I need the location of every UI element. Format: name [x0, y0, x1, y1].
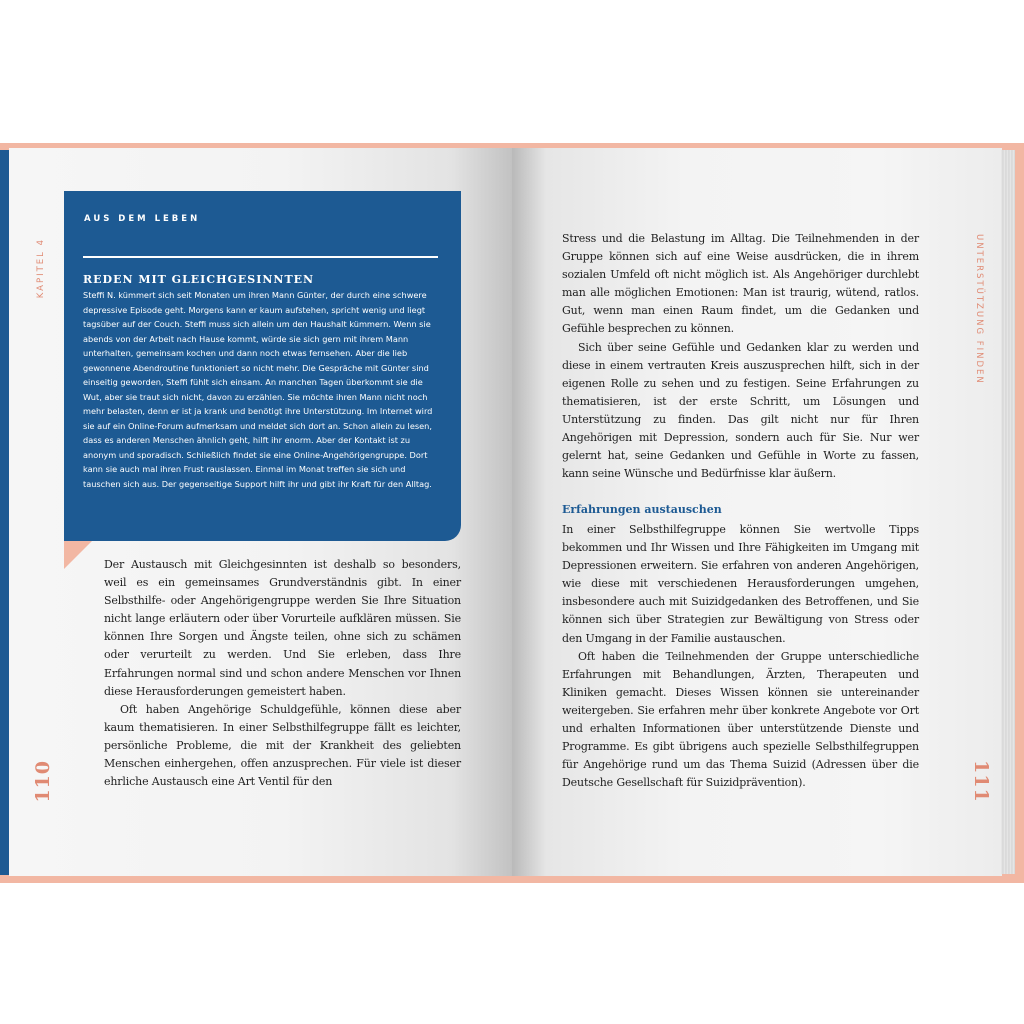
subheading: Erfahrungen austauschen: [562, 503, 722, 516]
paragraph: Der Austausch mit Gleichgesinnten ist deshalb so besonders, weil es ein gemeinsames Grundverständnis gibt. In einer Selbsthilfe- oder Angehörigengruppe werden Sie Ihre Situation nicht lange erläutern oder über Vorurteile aufklären müssen. Sie können Ihre Sorgen und Ängste teilen, ohne sich zu schämen oder verurteilt zu werden. Und Sie erleben, dass Ihre Erfahrungen normal sind und schon andere Menschen vor Ihnen diese Herausforderungen gemeistert haben.: [104, 558, 461, 698]
page-number-right: 111: [970, 760, 992, 803]
book-spine-strip: [0, 150, 9, 875]
info-box-kicker: AUS DEM LEBEN: [84, 214, 201, 224]
page-number-left: 110: [32, 760, 54, 803]
section-label: UNTERSTÜTZUNG FINDEN: [974, 234, 984, 385]
info-box-divider: [83, 256, 438, 258]
left-body-text: [104, 556, 461, 791]
info-box-corner-fold: [64, 541, 92, 569]
paragraph: In einer Selbsthilfegruppe können Sie wertvolle Tipps bekommen und Ihr Wissen und Ihre Fähigkeiten im Umgang mit Depressionen erweitern. Sie erfahren von anderen Angehörigen, wie diese mit verschiedenen Herausforderungen umgehen, insbesondere auch mit Suizidgedanken des Betroffenen, und Sie können sich über Strategien zur Bewältigung von Stress oder den Umgang in der Familie austauschen.: [562, 523, 919, 645]
page-edges: [1001, 150, 1015, 874]
paragraph: Sich über seine Gefühle und Gedanken klar zu werden und diese in einem vertrauten Kreis auszusprechen hilft, sich in der eigenen Rolle zu sehen und zu festigen. Seine Erfahrungen zu thematisieren, ist der erste Schritt, um Lösungen und Unterstützung zu finden. Das gilt nicht nur für Ihren Angehörigen mit Depression, sondern auch für Sie. Nur wer gelernt hat, seine Gedanken und Gefühle in Worte zu fassen, kann seine Wünsche und Bedürfnisse klar äußern.: [562, 340, 919, 481]
paragraph: Stress und die Belastung im Alltag. Die Teilnehmenden in der Gruppe können sich auf eine Weise ausdrücken, die in ihrem sozialen Umfeld oft nicht möglich ist. Als Angehöriger durchlebt man alle möglichen Emotionen: Man ist traurig, wütend, ratlos. Gut, wenn man einen Raum findet, um die Gedanken und Gefühle besprechen zu können.: [562, 232, 919, 336]
right-body-text-bottom: [562, 521, 919, 792]
info-box: [64, 191, 461, 541]
info-box-text: Steffi N. kümmert sich seit Monaten um ihren Mann Günter, der durch eine schwere depressive Episode geht. Morgens kann er kaum aufstehen, spricht wenig und liegt tagsüber auf der Couch. Steffi muss sich allein um den Haushalt kümmern. Wenn sie abends von der Arbeit nach Hause kommt, würde sie sich gern mit ihrem Mann unterhalten, gemeinsam kochen und dann noch etwas fernsehen. Aber die lieb gewonnene Abendroutine funktioniert so nicht mehr. Die Gespräche mit Günter sind einseitig geworden, Steffi fühlt sich einsam. An manchen Tagen überkommt sie die Wut, aber sie traut sich nicht, davon zu erzählen. Sie möchte ihren Mann nicht noch mehr belasten, denn er ist ja krank und benötigt ihre Unterstützung. Im Internet wird sie auf ein Online-Forum aufmerksam und meldet sich dort an. Schon allein zu lesen, dass es anderen Menschen ähnlich geht, hilft ihr enorm. Aber der Kontakt ist zu anonym und sporadisch. Schließlich findet sie eine Online-Angehörigengruppe. Dort kann sie auch mal ihren Frust rauslassen. Einmal im Monat treffen sie sich und tauschen sich aus. Der gegenseitige Support hilft ihr und gibt ihr Kraft für den Alltag.: [83, 290, 433, 489]
paragraph: Oft haben Angehörige Schuldgefühle, können diese aber kaum thematisieren. In einer Selbsthilfegruppe fällt es leichter, persönliche Probleme, die mit der Krankheit des geliebten Menschen einhergehen, offen anzusprechen. Für viele ist dieser ehrliche Austausch eine Art Ventil für den: [104, 702, 461, 789]
info-box-title: REDEN MIT GLEICHGESINNTEN: [83, 273, 315, 286]
paragraph: Oft haben die Teilnehmenden der Gruppe unterschiedliche Erfahrungen mit Behandlungen, Ärzten, Therapeuten und Kliniken gemacht. Dieses Wissen können sie untereinander weitergeben. Sie erfahren mehr über konkrete Angebote vor Ort und erhalten Informationen über unterstützende Dienste und Programme. Es gibt übrigens auch spezielle Selbsthilfegruppen für Angehörige rund um das Thema Suizid (Adressen über die Deutsche Gesellschaft für Suizidprävention).: [562, 649, 919, 790]
chapter-label: KAPITEL 4: [36, 238, 46, 299]
right-body-text-top: [562, 230, 919, 483]
